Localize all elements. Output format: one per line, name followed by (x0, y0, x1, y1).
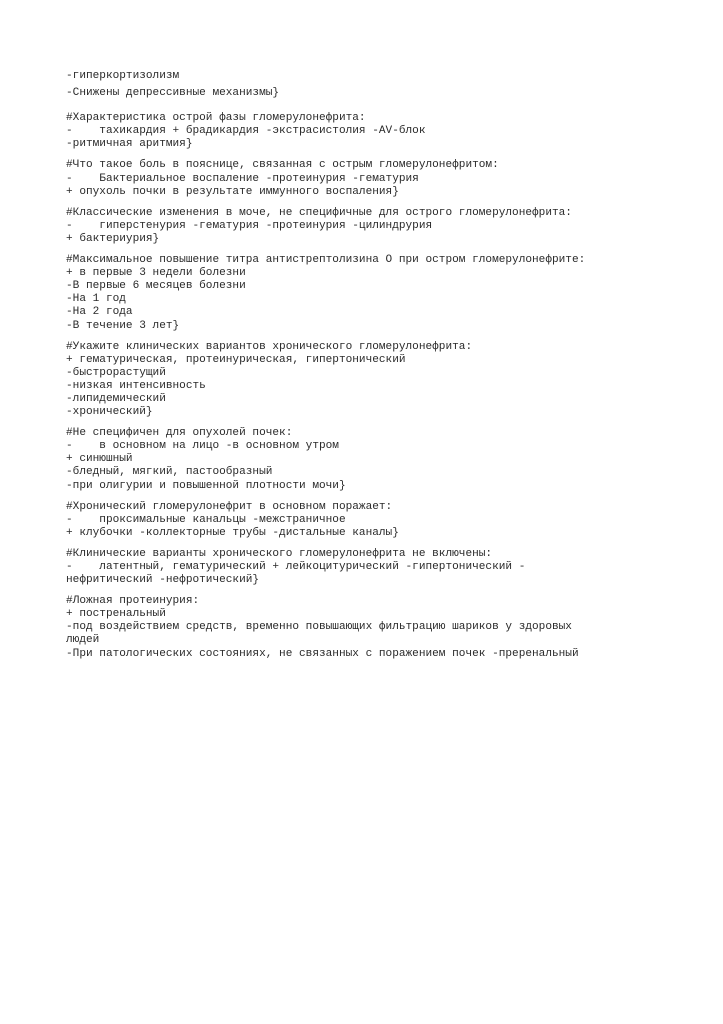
question-heading: #Хронический гломерулонефрит в основном поражает: (66, 500, 393, 513)
spacer (66, 100, 683, 108)
question-heading: #Укажите клинических вариантов хронического гломерулонефрита: (66, 340, 473, 353)
answer-line: -быстрорастущий (66, 366, 166, 379)
spacer (66, 540, 683, 548)
answer-line: нефритический -нефротический} (66, 574, 260, 587)
spacer (66, 246, 683, 254)
answer-line: -На 2 года (66, 306, 133, 319)
question-heading: #Характеристика острой фазы гломерулонефрита: (66, 112, 366, 125)
question-heading: #Максимальное повышение титра антистрептолизина О при остром гломерулонефрите: (66, 254, 586, 267)
answer-line: -На 1 год (66, 293, 126, 306)
answer-line: -В первые 6 месяцев болезни (66, 280, 246, 293)
answer-line: - гиперстенурия -гематурия -протеинурия -цилиндрурия (66, 219, 433, 232)
question-heading: #Клинические варианты хронического гломерулонефрита не включены: (66, 547, 493, 560)
answer-line: + бактериурия} (66, 232, 160, 245)
spacer (66, 199, 683, 207)
answer-line: -хронический} (66, 406, 153, 419)
answer-line: - тахикардия + брадикардия -экстрасистолия -AV-блок (66, 125, 426, 138)
answer-line: - латентный, гематурический + лейкоцитурический -гипертонический - (66, 561, 526, 573)
answer-line: -ритмичная аритмия} (66, 138, 193, 151)
question-heading: #Классические изменения в моче, не специфичные для острого гломерулонефрита: (66, 206, 572, 219)
answer-line: -При патологических состояниях, не связанных с поражением почек -преренальный (66, 647, 579, 660)
answer-line: -при олигурии и повышенной плотности мочи} (66, 479, 346, 492)
answer-line: -низкая интенсивность (66, 379, 206, 392)
question-heading: #Ложная протеинурия: (66, 595, 200, 608)
spacer (66, 419, 683, 427)
answer-line: + опухоль почки в результате иммунного воспаления} (66, 185, 399, 198)
answer-line: + синюшный (66, 453, 133, 466)
text-line: -Снижены депрессивные механизмы} (66, 87, 280, 100)
answer-line: людей (66, 634, 100, 647)
answer-line: -В течение 3 лет} (66, 319, 180, 332)
answer-line: - Бактериальное воспаление -протеинурия -гематурия (66, 172, 419, 185)
spacer (66, 587, 683, 595)
question-heading: #Что такое боль в пояснице, связанная с острым гломерулонефритом: (66, 159, 499, 172)
answer-line: -под воздействием средств, временно повышающих фильтрацию шариков у здоровых (66, 621, 572, 634)
text-line: -гиперкортизолизм (66, 70, 180, 82)
answer-line: - в основном на лицо -в основном утром (66, 440, 339, 453)
answer-line: -липидемический (66, 392, 166, 405)
question-heading: #Не специфичен для опухолей почек: (66, 427, 293, 440)
answer-line: -бледный, мягкий, пастообразный (66, 466, 273, 479)
answer-line: + гематурическая, протеинурическая, гипертонический (66, 353, 406, 366)
spacer (66, 493, 683, 501)
spacer (66, 333, 683, 341)
answer-line: + в первые 3 недели болезни (66, 267, 246, 280)
answer-line: + постренальный (66, 608, 166, 621)
answer-line: + клубочки -коллекторные трубы -дистальные каналы} (66, 526, 399, 539)
answer-line: - проксимальные канальцы -межстраничное (66, 513, 346, 526)
